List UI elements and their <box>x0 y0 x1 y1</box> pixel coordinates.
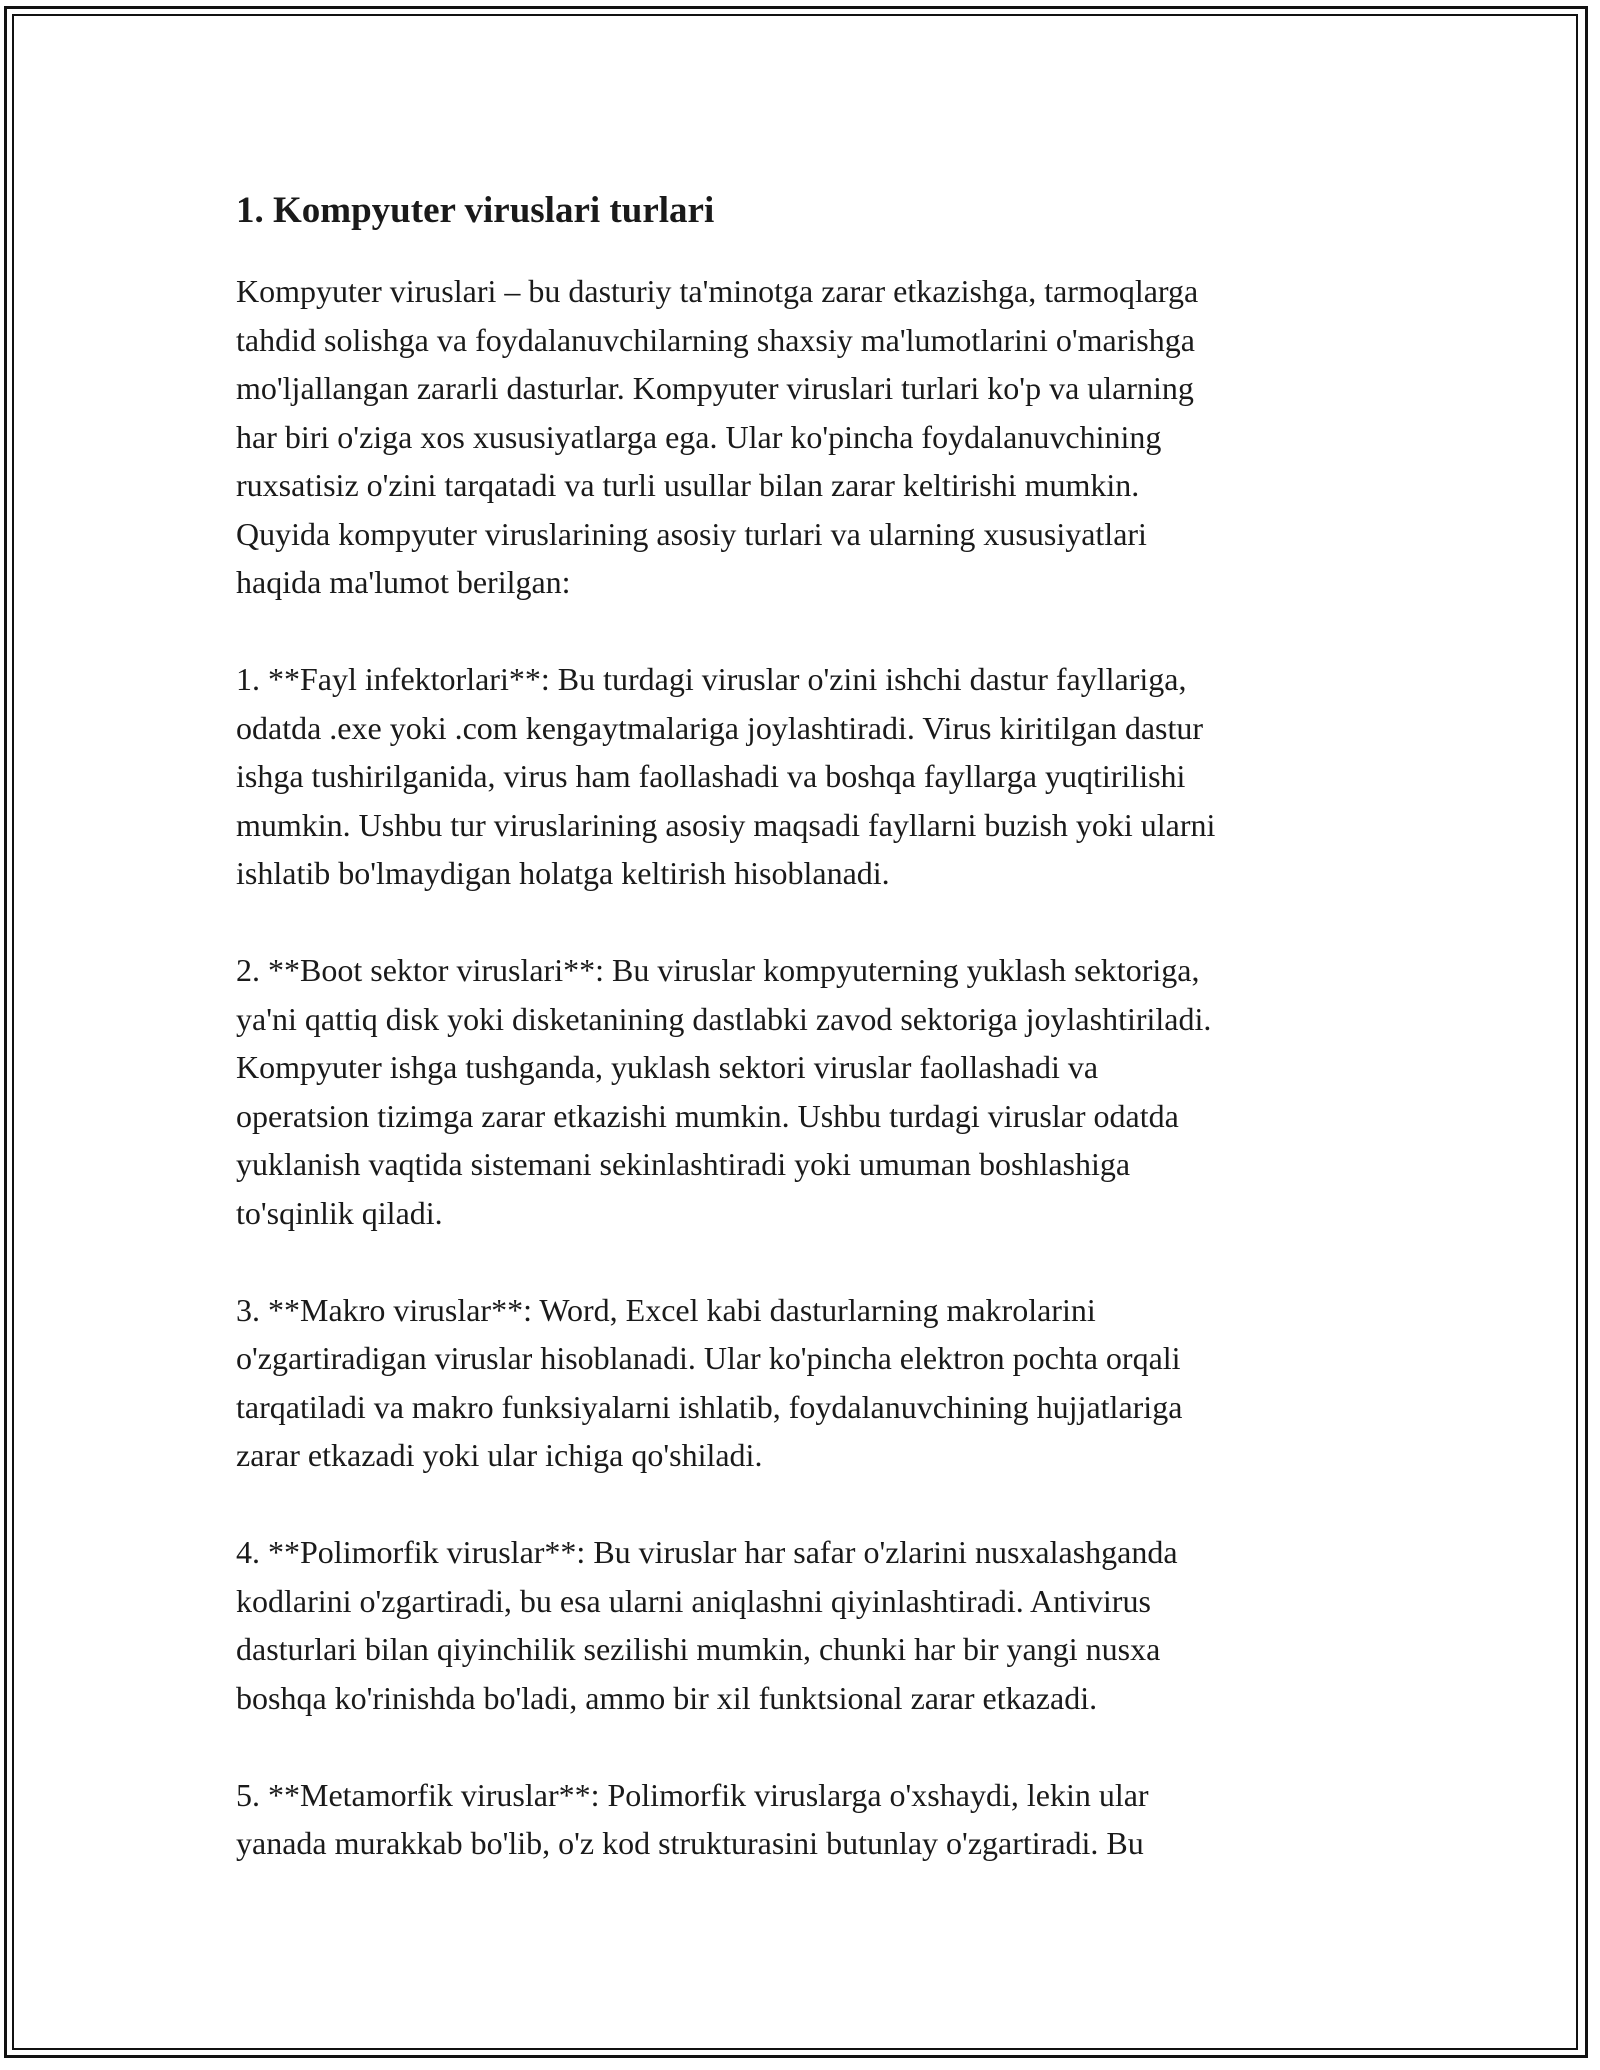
text-line: tahdid solishga va foydalanuvchilarning shaxsiy ma'lumotlarini o'marishga <box>236 321 1195 358</box>
paragraph-macro-viruses <box>236 1286 1376 1480</box>
text-line: 2. **Boot sektor viruslari**: Bu viruslar kompyuterning yuklash sektoriga, <box>236 952 1200 988</box>
text-line: 3. **Makro viruslar**: Word, Excel kabi dasturlarning makrolarini <box>236 1291 1096 1328</box>
text-line: zarar etkazadi yoki ular ichiga qo'shiladi. <box>236 1437 763 1473</box>
text-line: tarqatiladi va makro funksiyalarni ishlatib, foydalanuvchining hujjatlariga <box>236 1388 1183 1425</box>
paragraph-boot-sector <box>236 946 1376 1237</box>
text-line: Kompyuter ishga tushganda, yuklash sektori viruslar faollashadi va <box>236 1049 1099 1085</box>
text-line: yuklanish vaqtida sistemani sekinlashtiradi yoki umuman boshlashiga <box>236 1146 1131 1182</box>
text-line: odatda .exe yoki .com kengaytmalariga joylashtiradi. Virus kiritilgan dastur <box>236 709 1204 746</box>
text-line: ishlatib bo'lmaydigan holatga keltirish hisoblanadi. <box>236 855 890 891</box>
text-line: ya'ni qattiq disk yoki disketanining dastlabki zavod sektoriga joylashtiriladi. <box>236 1000 1212 1037</box>
text-line: operatsion tizimga zarar etkazishi mumkin. Ushbu turdagi viruslar odatda <box>236 1097 1179 1134</box>
text-line: dasturlari bilan qiyinchilik sezilishi mumkin, chunki har bir yangi nusxa <box>236 1631 1161 1667</box>
text-line: mo'ljallangan zararli dasturlar. Kompyuter viruslari turlari ko'p va ularning <box>236 370 1194 406</box>
paragraph-intro <box>236 267 1376 607</box>
text-line: to'sqinlik qiladi. <box>236 1194 443 1231</box>
text-line: kodlarini o'zgartiradi, bu esa ularni aniqlashni qiyinlashtiradi. Antivirus <box>236 1582 1151 1619</box>
document-title: 1. Kompyuter viruslari turlari <box>236 190 715 231</box>
text-line: Quyida kompyuter viruslarining asosiy turlari va ularning xususiyatlari <box>236 515 1147 552</box>
paragraph-metamorphic <box>236 1771 1376 1868</box>
text-line: Kompyuter viruslari – bu dasturiy ta'minotga zarar etkazishga, tarmoqlarga <box>236 273 1199 309</box>
text-line: har biri o'ziga xos xususiyatlarga ega. Ular ko'pincha foydalanuvchining <box>236 418 1162 455</box>
text-line: yanada murakkab bo'lib, o'z kod strukturasini butunlay o'zgartiradi. Bu <box>236 1825 1144 1861</box>
text-line: boshqa ko'rinishda bo'ladi, ammo bir xil funktsional zarar etkazadi. <box>236 1679 1098 1716</box>
text-line: mumkin. Ushbu tur viruslarining asosiy maqsadi fayllarni buzish yoki ularni <box>236 806 1216 843</box>
text-line: o'zgartiradigan viruslar hisoblanadi. Ular ko'pincha elektron pochta orqali <box>236 1340 1181 1376</box>
text-line: ruxsatisiz o'zini tarqatadi va turli usullar bilan zarar keltirishi mumkin. <box>236 467 1140 503</box>
text-line: 4. **Polimorfik viruslar**: Bu viruslar har safar o'zlarini nusxalashganda <box>236 1534 1178 1570</box>
text-line: 1. **Fayl infektorlari**: Bu turdagi viruslar o'zini ishchi dastur fayllariga, <box>236 661 1187 697</box>
text-line: 5. **Metamorfik viruslar**: Polimorfik viruslarga o'xshaydi, lekin ular <box>236 1776 1149 1813</box>
paragraph-polymorphic <box>236 1528 1376 1722</box>
text-line: haqida ma'lumot berilgan: <box>236 564 571 600</box>
paragraph-file-infectors <box>236 655 1376 898</box>
text-line: ishga tushirilganida, virus ham faollashadi va boshqa fayllarga yuqtirilishi <box>236 758 1186 794</box>
document-body <box>236 185 1376 1916</box>
